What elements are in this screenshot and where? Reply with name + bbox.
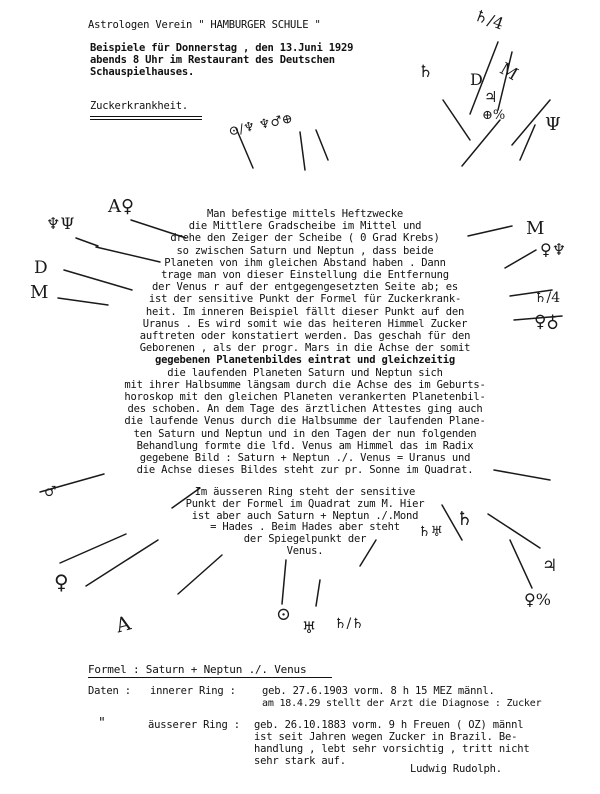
body-text-line: ten Saturn und Neptun und in den Tagen der nun folgenden bbox=[133, 427, 477, 440]
midheaven-label: M bbox=[526, 218, 545, 239]
mars-label: ♂ bbox=[44, 484, 57, 500]
topic-title: Zuckerkrankheit. bbox=[90, 100, 188, 112]
event-line: abends 8 Uhr im Restaurant des Deutschen bbox=[90, 54, 335, 66]
body-text-line: die Mittlere Gradscheibe im Mittel und bbox=[188, 220, 422, 233]
body-text-line: Behandlung formte die lfd. Venus am Himmel das im Radix bbox=[136, 439, 474, 452]
body-text-line: mit ihrer Halbsumme längsam durch die Achse des im Geburts- bbox=[124, 378, 486, 391]
outer-text-line: Punkt der Formel im Quadrat zum M. Hier bbox=[185, 497, 425, 510]
venus-neptune-label: ♀♆ bbox=[540, 240, 567, 259]
outer-ring-birth: geb. 26.10.1883 vorm. 9 h Freuen ( OZ) männl bbox=[254, 719, 524, 731]
body-text-line: trage man von dieser Einstellung die Entfernung bbox=[161, 269, 449, 281]
body-text-line: horoskop mit den gleichen Planeten verankerten Planetenbil- bbox=[124, 391, 486, 403]
outer-ring-note: handlung , lebt sehr vorsichtig , tritt nicht bbox=[254, 743, 530, 755]
body-text-line: Man befestige mittels Heftzwecke bbox=[207, 208, 403, 220]
body-text-line: der Venus r auf der entgegengesetzten Seite ab; es bbox=[151, 281, 459, 294]
inner-ring-diagnosis: am 18.4.29 stellt der Arzt die Diagnose : Zucker bbox=[262, 698, 542, 709]
body-text-line: Planeten von ihm gleichen Abstand haben . Dann bbox=[164, 256, 446, 269]
jupiter-label: ♃ bbox=[484, 88, 498, 106]
uranus-label: ♅ bbox=[302, 618, 317, 637]
jupiter-label: ♃ bbox=[542, 556, 558, 576]
signature: Ludwig Rudolph. bbox=[410, 763, 502, 775]
body-text-line: die laufenden Planeten Saturn und Neptun sich bbox=[167, 366, 443, 379]
descendant-label: D bbox=[34, 258, 48, 278]
outer-ring-label: äusserer Ring : bbox=[148, 719, 240, 731]
body-text-line: gegebene Bild : Saturn + Neptun ./. Venus = Uranus und bbox=[139, 452, 471, 464]
venus-label: ♀% bbox=[524, 590, 551, 609]
venus-label: ♀ bbox=[54, 570, 69, 594]
neptune-label: ♆Ψ bbox=[46, 214, 75, 233]
earth-label: ⊕% bbox=[482, 108, 506, 123]
formula-underline bbox=[88, 677, 332, 678]
saturn-label: ♄/4 bbox=[534, 290, 561, 306]
saturn-label: ♄ bbox=[456, 508, 474, 530]
body-text-line: Geborenen , als der progr. Mars in die Achse der somit bbox=[139, 342, 471, 355]
body-text-line: auftreten oder konstatiert werden. Das geschah für den bbox=[139, 330, 471, 342]
formula-line: Formel : Saturn + Neptun ./. Venus bbox=[88, 663, 307, 676]
body-text-line: die laufende Venus durch die Halbsumme der laufenden Plane- bbox=[124, 415, 486, 428]
event-line: Schauspielhauses. bbox=[90, 66, 195, 78]
saturn-uranus-label: ♄♅ bbox=[418, 524, 444, 540]
outer-text-line: der Spiegelpunkt der bbox=[243, 533, 367, 546]
body-text-line: die Achse dieses Bildes steht zur pr. Sonne im Quadrat. bbox=[136, 464, 474, 477]
body-text-line: so zwischen Saturn und Neptun , dass beide bbox=[176, 244, 434, 257]
outer-ring-note: sehr stark auf. bbox=[254, 755, 346, 767]
outer-text-line: = Hades . Beim Hades aber steht bbox=[210, 521, 400, 534]
outer-text-line: Venus. bbox=[286, 545, 324, 557]
venus-earth-label: ♀♁ bbox=[534, 312, 559, 332]
body-text-line: Uranus . Es wird somit wie das heiteren Himmel Zucker bbox=[142, 317, 468, 330]
outer-text-line: ist aber auch Saturn + Neptun ./.Mond bbox=[191, 509, 419, 522]
midheaven-label: M bbox=[30, 282, 49, 303]
club-name: Astrologen Verein " HAMBURGER SCHULE " bbox=[88, 19, 321, 31]
midheaven-label: M bbox=[496, 58, 522, 86]
descendant-label: D bbox=[470, 70, 483, 89]
body-text-line: ist der sensitive Punkt der Formel für Zuckerkrank- bbox=[148, 293, 462, 306]
body-text-line: gegebenen Planetenbildes eintrat und gleichzeitig bbox=[155, 354, 455, 367]
neptune-label: Ψ bbox=[545, 114, 561, 135]
data-label: Daten : bbox=[88, 685, 131, 697]
body-text-line: des schoben. An dem Tage des ärztlichen Attestes ging auch bbox=[127, 403, 483, 416]
saturn-label: ♄/4 bbox=[471, 5, 507, 34]
body-text-line: heit. Im inneren Beispiel fällt dieser Punkt auf den bbox=[145, 305, 465, 318]
event-line: Beispiele für Donnerstag , den 13.Juni 1929 bbox=[90, 42, 354, 54]
ditto-mark: " bbox=[98, 716, 106, 731]
sun-label: ⊙ bbox=[276, 604, 292, 625]
body-text-line: drehe den Zeiger der Scheibe ( 0 Grad Krebs) bbox=[170, 232, 440, 245]
ascendant-venus-label: A♀ bbox=[108, 196, 135, 217]
inner-ring-birth: geb. 27.6.1903 vorm. 8 h 15 MEZ männl. bbox=[262, 685, 495, 697]
outer-text-line: Im äusseren Ring steht der sensitive bbox=[194, 486, 416, 498]
saturn-label: ♄ bbox=[418, 62, 434, 82]
inner-ring-label: innerer Ring : bbox=[150, 685, 236, 697]
outer-ring-note: ist seit Jahren wegen Zucker in Brazil. Be- bbox=[254, 731, 518, 743]
sun-neptune-label: ⊙/♆ ♆♂⊕ bbox=[227, 111, 295, 140]
saturn-label: ♄/♄ bbox=[334, 616, 364, 632]
ascendant-label: A bbox=[113, 610, 134, 638]
